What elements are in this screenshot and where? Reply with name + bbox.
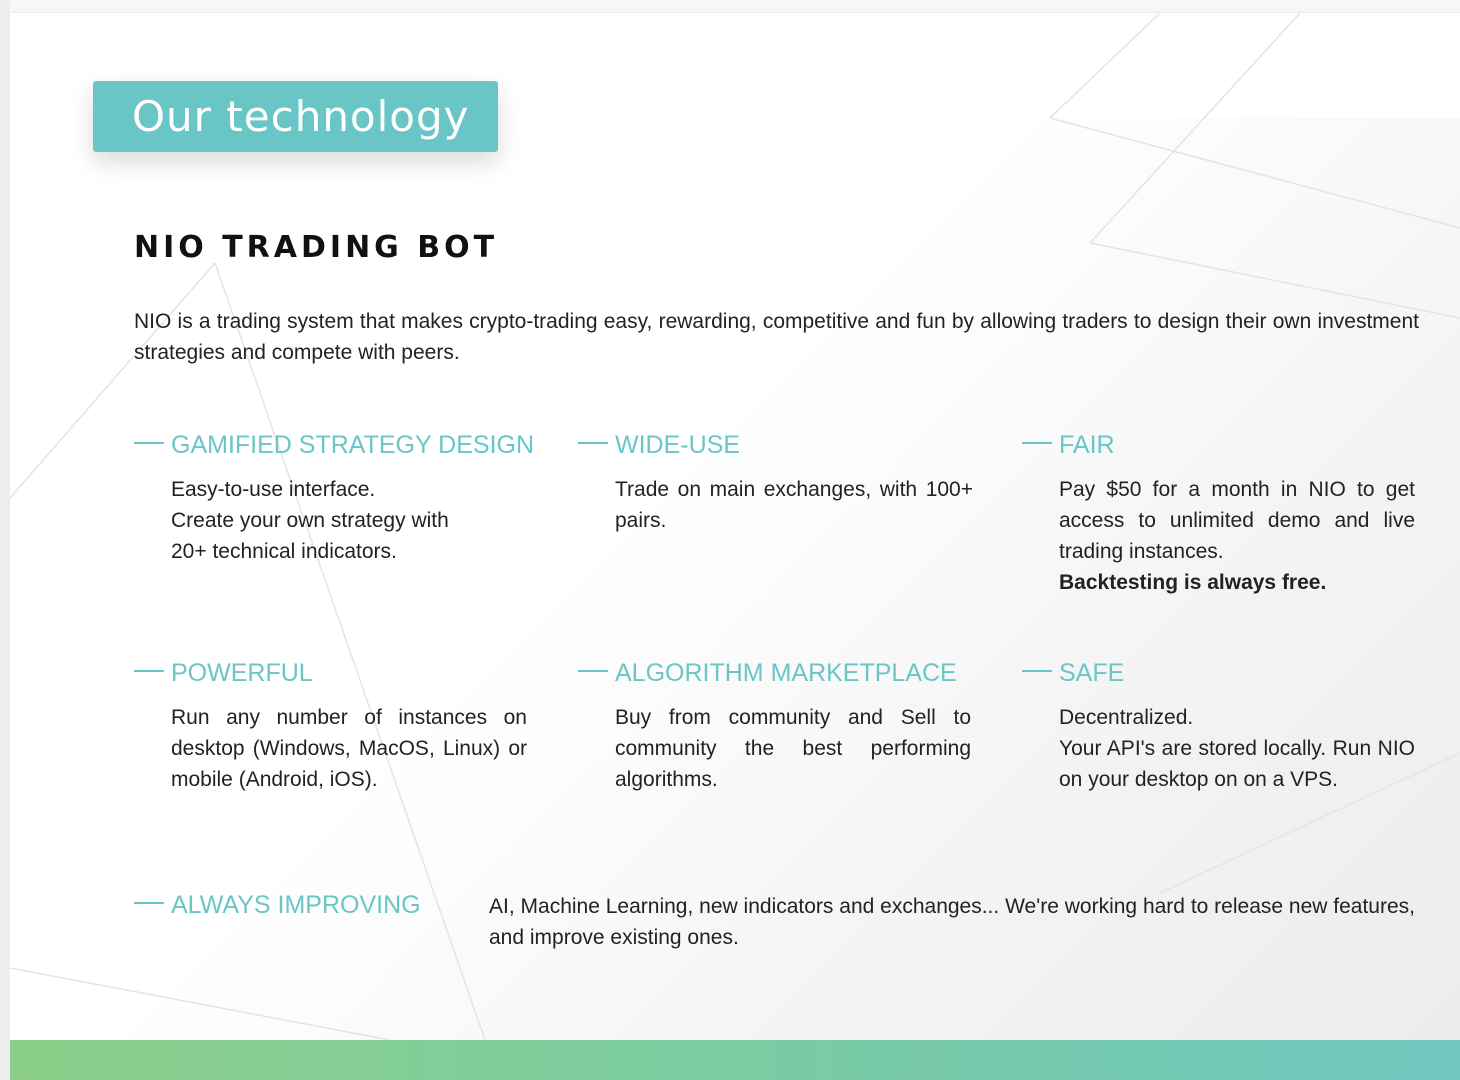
feature-wide-use [578,430,973,536]
dash-icon [134,902,164,904]
feature-description [615,474,973,536]
feature-title [578,658,973,688]
feature-title [134,890,529,920]
feature-description [615,702,971,795]
feature-description [1059,474,1415,598]
feature-always-improving-description: AI, Machine Learning, new indicators and exchanges... We're working hard to release new features, and improve existing ones. [489,895,1415,949]
feature-description [171,702,527,795]
feature-always-improving [134,890,529,920]
feature-line: 20+ technical indicators. [171,540,397,563]
feature-title-label: FAIR [1059,431,1115,459]
feature-title [134,430,535,460]
footer-gradient-bar [10,1040,1460,1080]
dash-icon [1022,670,1052,672]
dash-icon [134,442,164,444]
feature-title-label: GAMIFIED STRATEGY DESIGN [171,431,535,459]
page-title: NIO TRADING BOT [134,230,499,265]
feature-fair [1022,430,1417,598]
feature-line: Create your own strategy with [171,509,449,532]
feature-algorithm-marketplace [578,658,973,795]
feature-title [1022,658,1417,688]
feature-title-label: WIDE-USE [615,431,740,459]
dash-icon [134,670,164,672]
feature-highlight: Backtesting is always free. [1059,571,1327,594]
feature-line: Pay $50 for a month in NIO to get access to unlimited demo and live trading instances. [1059,478,1415,563]
feature-title-label: ALWAYS IMPROVING [171,891,421,919]
feature-title-label: POWERFUL [171,659,313,687]
feature-line: Your API's are stored locally. Run NIO on your desktop on on a VPS. [1059,737,1415,791]
feature-title [1022,430,1417,460]
feature-title [134,658,529,688]
feature-title-label: SAFE [1059,659,1125,687]
section-badge: Our technology [93,81,498,152]
feature-title [578,430,973,460]
feature-line: Buy from community and Sell to community the best performing algorithms. [615,706,971,791]
intro-paragraph: NIO is a trading system that makes crypto-trading easy, rewarding, competitive and fun by allowing traders to design their own investment strategies and compete with peers. [134,310,1419,364]
feature-safe [1022,658,1417,795]
feature-title-label: ALGORITHM MARKETPLACE [615,659,957,687]
feature-gamified-strategy-design [134,430,535,567]
feature-line: Easy-to-use interface. [171,478,376,501]
dash-icon [578,442,608,444]
feature-line: Run any number of instances on desktop (Windows, MacOS, Linux) or mobile (Android, iOS). [171,706,527,791]
feature-line: Decentralized. [1059,706,1194,729]
left-edge-strip [0,0,10,1080]
feature-description [1059,702,1415,795]
feature-powerful [134,658,529,795]
dash-icon [1022,442,1052,444]
feature-line: Trade on main exchanges, with 100+ pairs. [615,478,973,532]
top-edge-strip [10,0,1460,13]
dash-icon [578,670,608,672]
feature-description [171,474,529,567]
